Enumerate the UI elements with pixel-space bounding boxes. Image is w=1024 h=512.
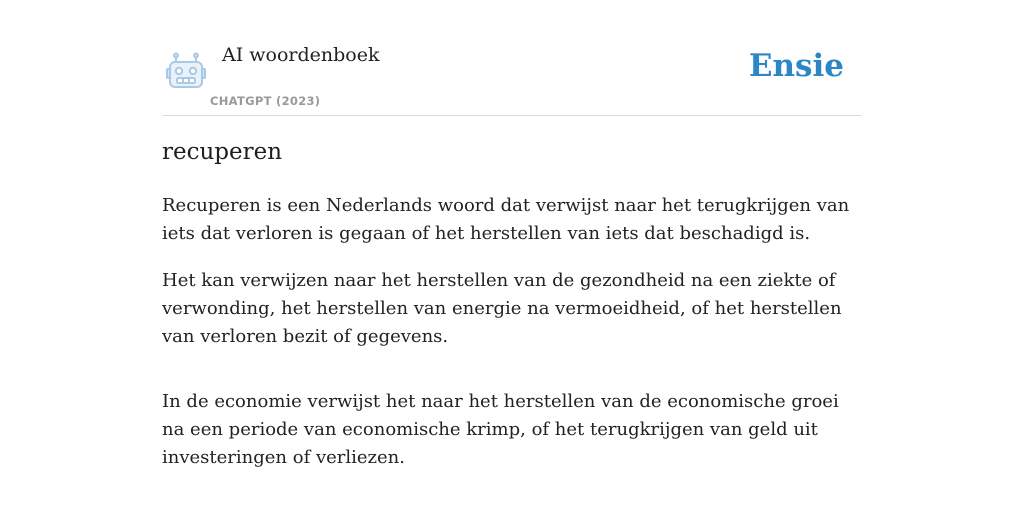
definition-paragraph: In de economie verwijst het naar het herstellen van de economische groei na een periode van economische krimp, of het terugkrijgen van geld uit investeringen of verliezen. xyxy=(162,391,839,468)
robot-icon xyxy=(166,52,206,90)
source-meta: CHATGPT (2023) xyxy=(210,94,321,108)
definition-paragraph: Recuperen is een Nederlands woord dat verwijst naar het terugkrijgen van iets dat verloren is gegaan of het herstellen van iets dat beschadigd is. xyxy=(162,195,850,244)
entry-term: recuperen xyxy=(162,139,283,165)
source-name[interactable]: AI woordenboek xyxy=(222,44,380,66)
brand-logo[interactable]: Ensie xyxy=(748,48,844,84)
entry-header xyxy=(162,0,862,116)
entry-card xyxy=(162,0,862,512)
definition-paragraph: Het kan verwijzen naar het herstellen van de gezondheid na een ziekte of verwonding, het herstellen van energie na vermoeidheid, of het herstellen van verloren bezit of gegevens. xyxy=(162,270,842,347)
entry-definition xyxy=(162,192,862,491)
